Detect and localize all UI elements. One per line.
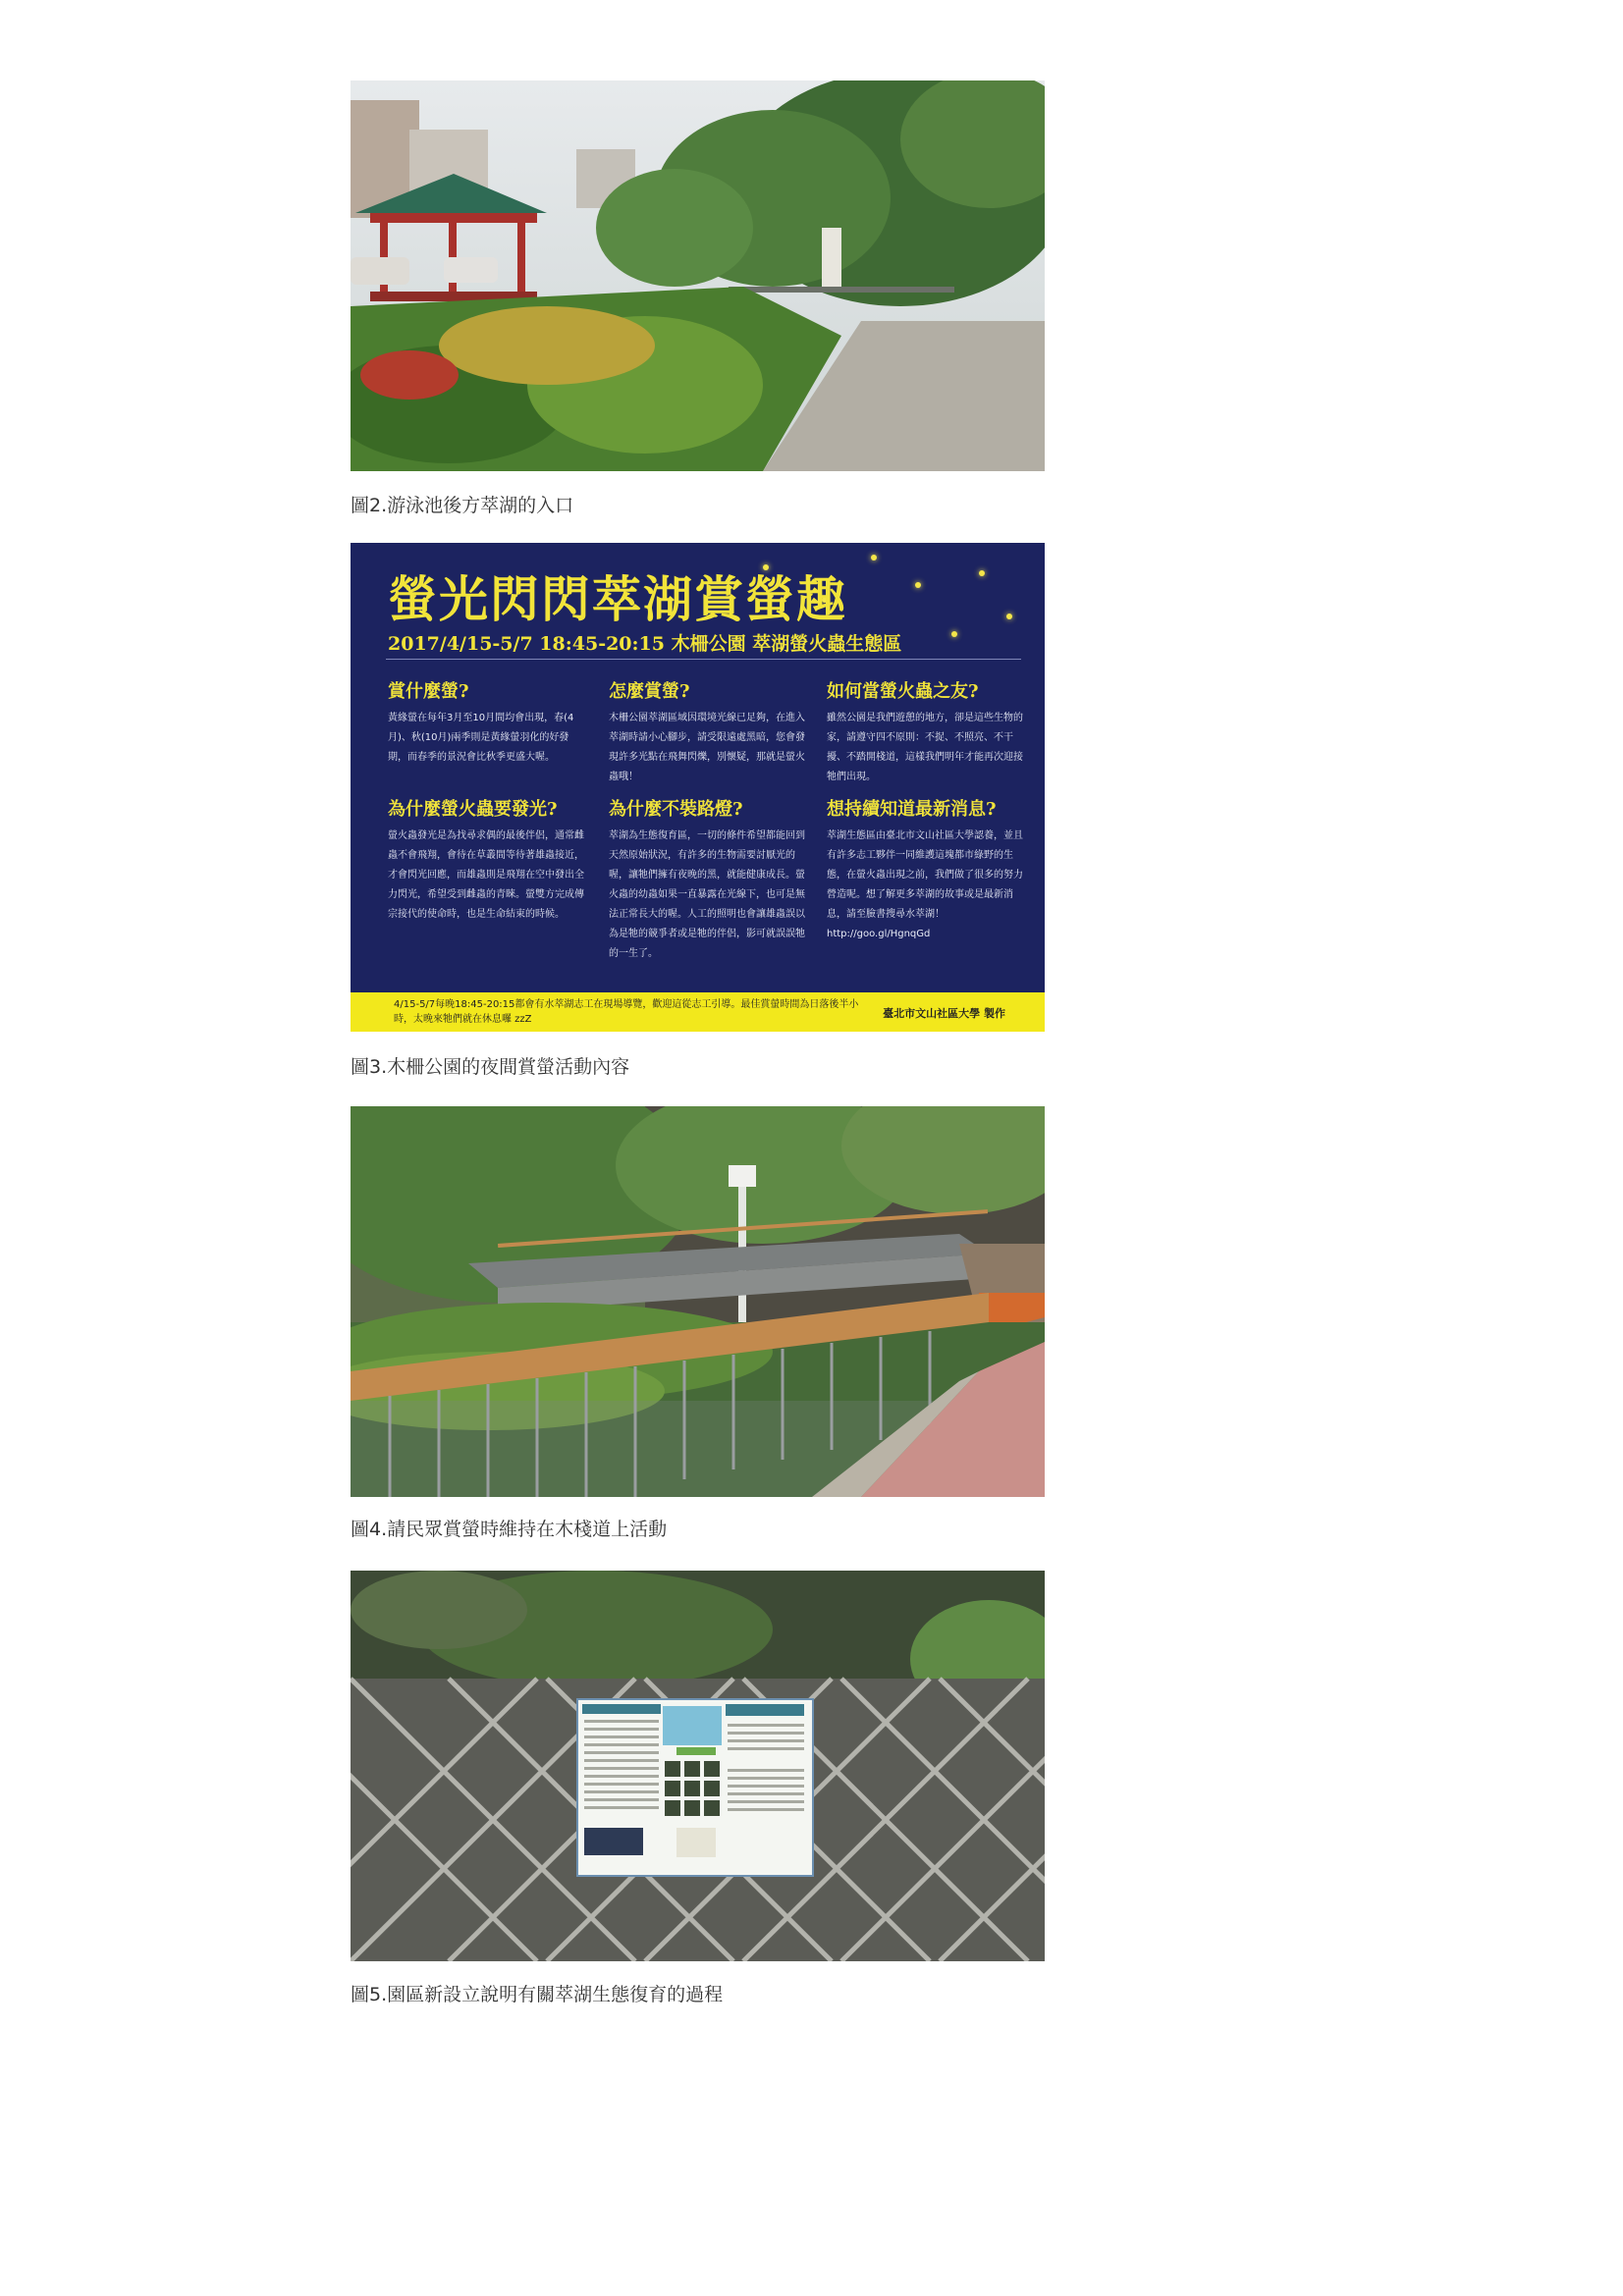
entrance-photo xyxy=(351,80,1045,471)
poster-section xyxy=(827,677,1023,807)
star-decoration xyxy=(915,582,921,588)
section-heading: 想持續知道最新消息? xyxy=(827,799,997,820)
poster-section xyxy=(609,677,805,807)
section-heading: 怎麼賞螢? xyxy=(609,681,690,702)
poster-subtitle: 2017/4/15-5/7 18:45-20:15 木柵公園 萃湖螢火蟲生態區 xyxy=(388,633,902,655)
poster-footer xyxy=(351,992,1045,1032)
ecology-sign xyxy=(576,1698,814,1877)
footer-note: 4/15-5/7每晚18:45-20:15都會有水萃湖志工在現場導覽，歡迎這從志工引導。最佳賞螢時間為日落後半小時，太晚來牠們就在休息囉 zzZ xyxy=(394,999,859,1025)
section-heading: 如何當螢火蟲之友? xyxy=(827,681,979,702)
figure-5-caption: 圖5.園區新設立說明有關萃湖生態復育的過程 xyxy=(351,1984,724,2005)
section-heading: 為什麼螢火蟲要發光? xyxy=(388,799,558,820)
star-decoration xyxy=(951,631,957,637)
star-decoration xyxy=(979,570,985,576)
section-body: 萃湖為生態復育區，一切的條件希望都能回到天然原始狀況，有許多的生物需要討厭光的喔，讓牠們擁有夜晚的黑，就能健康成長。螢火蟲的幼蟲如果一直暴露在光線下，也可是無法正常長大的喔。人工的照明也會讓雄蟲誤以為是牠的競爭者或是牠的伴侶，影可就誤誤牠的一生了。 xyxy=(609,830,805,959)
poster-section xyxy=(827,795,1023,964)
section-body: 黃緣螢在每年3月至10月間均會出現，春(4月)、秋(10月)兩季則是黃緣螢羽化的好發期，而春季的景況會比秋季更盛大喔。 xyxy=(388,713,574,763)
star-decoration xyxy=(1006,614,1012,619)
star-decoration xyxy=(871,555,877,561)
section-body: 萃湖生態區由臺北市文山社區大學認養，並且有許多志工夥伴一同維護這塊都市綠野的生態，在螢火蟲出現之前，我們做了很多的努力營造呢。想了解更多萃湖的故事或是最新消息，請至臉書搜尋水萃湖！ http://goo.gl/HgnqGd xyxy=(827,830,1023,939)
boardwalk-photo xyxy=(351,1106,1045,1497)
poster-section xyxy=(388,677,584,807)
figure-4-caption: 圖4.請民眾賞螢時維持在木棧道上活動 xyxy=(351,1519,668,1540)
figure-3-caption: 圖3.木柵公園的夜間賞螢活動內容 xyxy=(351,1056,630,1078)
poster-section xyxy=(609,795,805,984)
section-body: 螢火蟲發光是為找尋求偶的最後伴侶，通常雌蟲不會飛翔，會待在草叢間等待著雄蟲接近，才會閃光回應，而雄蟲則是飛翔在空中發出全力閃光，希望受到雌蟲的青睞。螢雙方完成傳宗接代的使命時，也是生命結束的時候。 xyxy=(388,830,584,920)
section-heading: 為什麼不裝路燈? xyxy=(609,799,743,820)
section-heading: 賞什麼螢? xyxy=(388,681,469,702)
poster-title: 螢光閃閃萃湖賞螢趣 xyxy=(388,570,847,628)
footer-credit: 臺北市文山社區大學 製作 xyxy=(883,1007,1005,1020)
firefly-poster xyxy=(351,543,1045,1032)
info-sign-photo xyxy=(351,1571,1045,1961)
section-body: 木柵公園萃湖區域因環境光線已足夠，在進入萃湖時請小心腳步，請受限遠處黑暗，您會發現許多光點在飛舞閃爍，別懷疑，那就是螢火蟲哦！ xyxy=(609,713,805,782)
figure-2-caption: 圖2.游泳池後方萃湖的入口 xyxy=(351,495,574,516)
section-body: 雖然公園是我們遊憩的地方，卻是這些生物的家，請遵守四不原則：不捉、不照亮、不干擾、不踏開棧道，這樣我們明年才能再次迎接牠們出現。 xyxy=(827,713,1023,782)
poster-divider xyxy=(386,659,1021,660)
poster-section xyxy=(388,795,584,964)
